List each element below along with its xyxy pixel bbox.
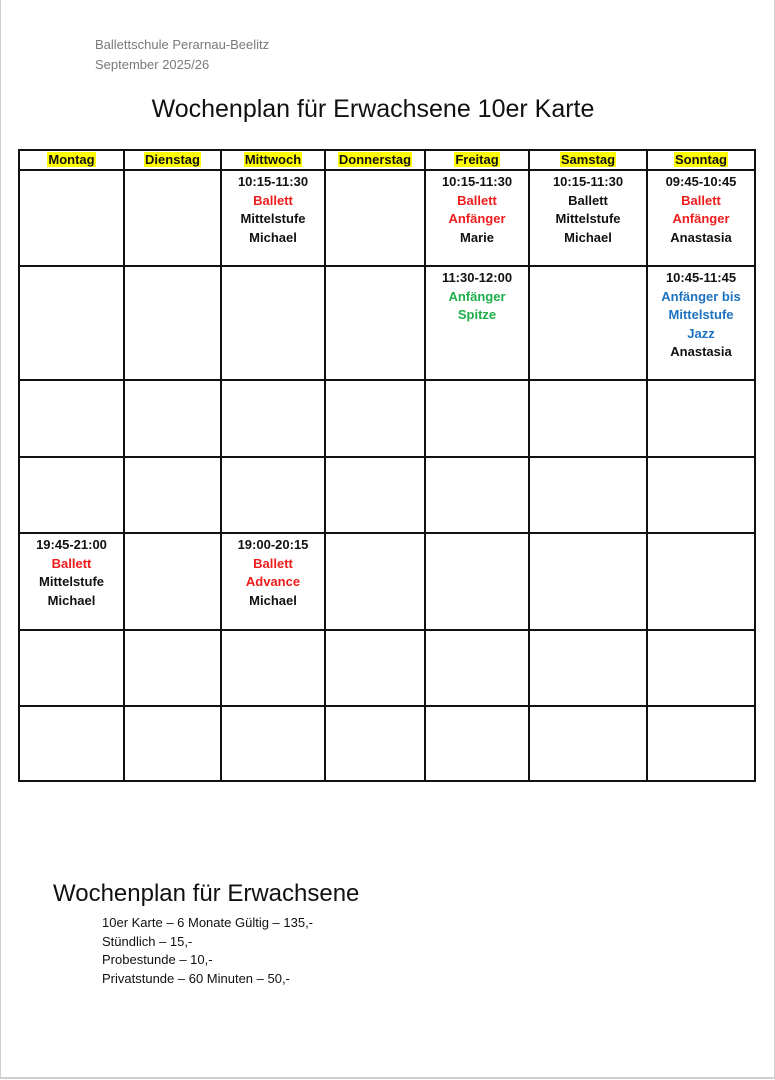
schedule-cell [425, 457, 529, 533]
slot-level: Anfänger [448, 211, 506, 226]
slot-style: Ballett [681, 192, 721, 208]
day-header-montag: Montag [19, 150, 124, 170]
schedule-cell [529, 266, 647, 380]
schedule-cell [19, 266, 124, 380]
slot-style: Ballett [51, 555, 92, 571]
day-header-samstag: Samstag [529, 150, 647, 170]
class-slot [425, 170, 529, 266]
schedule-cell [529, 457, 647, 533]
page-title: Wochenplan für Erwachsene 10er Karte [151, 95, 595, 123]
schedule-cell [325, 380, 425, 457]
schedule-cell [124, 706, 221, 781]
slot-level: Advance [245, 574, 301, 589]
schedule-cell [529, 630, 647, 706]
schedule-row [19, 706, 755, 781]
schedule-cell [325, 170, 425, 266]
schedule-cell [529, 380, 647, 457]
price-item: Stündlich – 15,- [102, 933, 193, 949]
slot-teacher: Michael [564, 229, 612, 245]
schedule-cell [124, 170, 221, 266]
slot-time: 11:30-12:00 [441, 270, 513, 285]
class-slot [425, 266, 529, 380]
slot-teacher: Anastasia [670, 344, 732, 359]
schedule-cell [124, 630, 221, 706]
day-header-mittwoch: Mittwoch [221, 150, 325, 170]
price-item: Probestunde – 10,- [102, 952, 213, 967]
day-header-row [19, 150, 755, 170]
slot-level: Anfänger [672, 211, 730, 226]
slot-time: 10:45-11:45 [665, 270, 737, 285]
day-header-donnerstag: Donnerstag [325, 150, 425, 170]
price-list [102, 914, 313, 988]
schedule-cell [19, 380, 124, 457]
schedule-cell [19, 457, 124, 533]
day-header-sonntag: Sonntag [647, 150, 755, 170]
schedule-cell [124, 380, 221, 457]
schedule-cell [325, 533, 425, 630]
slot-time: 10:15-11:30 [552, 174, 624, 189]
slot-style: Spitze [457, 307, 497, 322]
slot-level: Anfänger bis [661, 288, 741, 304]
schedule-cell [647, 630, 755, 706]
schedule-row [19, 630, 755, 706]
class-slot [647, 266, 755, 380]
schedule-cell [221, 630, 325, 706]
slot-teacher: Anastasia [670, 229, 732, 245]
schedule-row [19, 457, 755, 533]
slot-time: 09:45-10:45 [665, 174, 737, 189]
schedule-cell [325, 630, 425, 706]
schedule-cell [647, 380, 755, 457]
schedule-row [19, 266, 755, 380]
schedule-cell [647, 533, 755, 630]
class-slot [647, 170, 755, 266]
class-slot [221, 533, 325, 630]
class-slot [221, 170, 325, 266]
slot-style: Ballett [568, 192, 608, 208]
schedule-cell [529, 533, 647, 630]
slot-time: 10:15-11:30 [441, 174, 513, 189]
slot-time: 19:45-21:00 [36, 537, 107, 552]
slot-teacher: Marie [460, 229, 494, 245]
slot-style: Ballett [253, 192, 293, 208]
schedule-cell [529, 706, 647, 781]
class-slot [19, 533, 124, 630]
schedule-cell [425, 706, 529, 781]
schedule-cell [425, 533, 529, 630]
slot-style: Jazz [687, 325, 715, 341]
schedule-cell [425, 380, 529, 457]
day-header-dienstag: Dienstag [124, 150, 221, 170]
schedule-cell [425, 630, 529, 706]
schedule-cell [124, 457, 221, 533]
schedule-cell [647, 457, 755, 533]
pricing-title: Wochenplan für Erwachsene [53, 880, 360, 907]
season-label: September 2025/26 [95, 57, 210, 72]
schedule-cell [647, 706, 755, 781]
schedule-cell [124, 533, 221, 630]
slot-level: Mittelstufe [39, 574, 104, 589]
schedule-cell [19, 630, 124, 706]
slot-level: Anfänger [448, 288, 506, 304]
schedule-cell [19, 706, 124, 781]
schedule-cell [221, 706, 325, 781]
class-slot [529, 170, 647, 266]
slot-teacher: Michael [249, 592, 297, 608]
schedule-cell [124, 266, 221, 380]
slot-time: 19:00-20:15 [237, 537, 309, 552]
slot-time: 10:15-11:30 [237, 174, 309, 189]
schedule-cell [325, 706, 425, 781]
schedule-row [19, 170, 755, 266]
school-name: Ballettschule Perarnau-Beelitz [95, 37, 270, 52]
schedule-cell [19, 170, 124, 266]
slot-style: Ballett [253, 555, 293, 571]
schedule-row [19, 380, 755, 457]
schedule-cell [221, 457, 325, 533]
slot-level: Mittelstufe [240, 211, 306, 226]
price-item: 10er Karte – 6 Monate Gültig – 135,- [102, 915, 314, 930]
schedule-cell [325, 266, 425, 380]
slot-style: Ballett [457, 192, 497, 208]
day-header-freitag: Freitag [425, 150, 529, 170]
slot-teacher: Michael [249, 229, 297, 245]
price-item: Privatstunde – 60 Minuten – 50,- [102, 970, 290, 986]
schedule-cell [221, 266, 325, 380]
slot-level: Mittelstufe [668, 307, 734, 322]
slot-teacher: Michael [47, 592, 96, 608]
slot-level: Mittelstufe [555, 211, 621, 226]
schedule-cell [221, 380, 325, 457]
schedule-row [19, 533, 755, 630]
schedule-cell [325, 457, 425, 533]
schedule-table [18, 149, 756, 782]
